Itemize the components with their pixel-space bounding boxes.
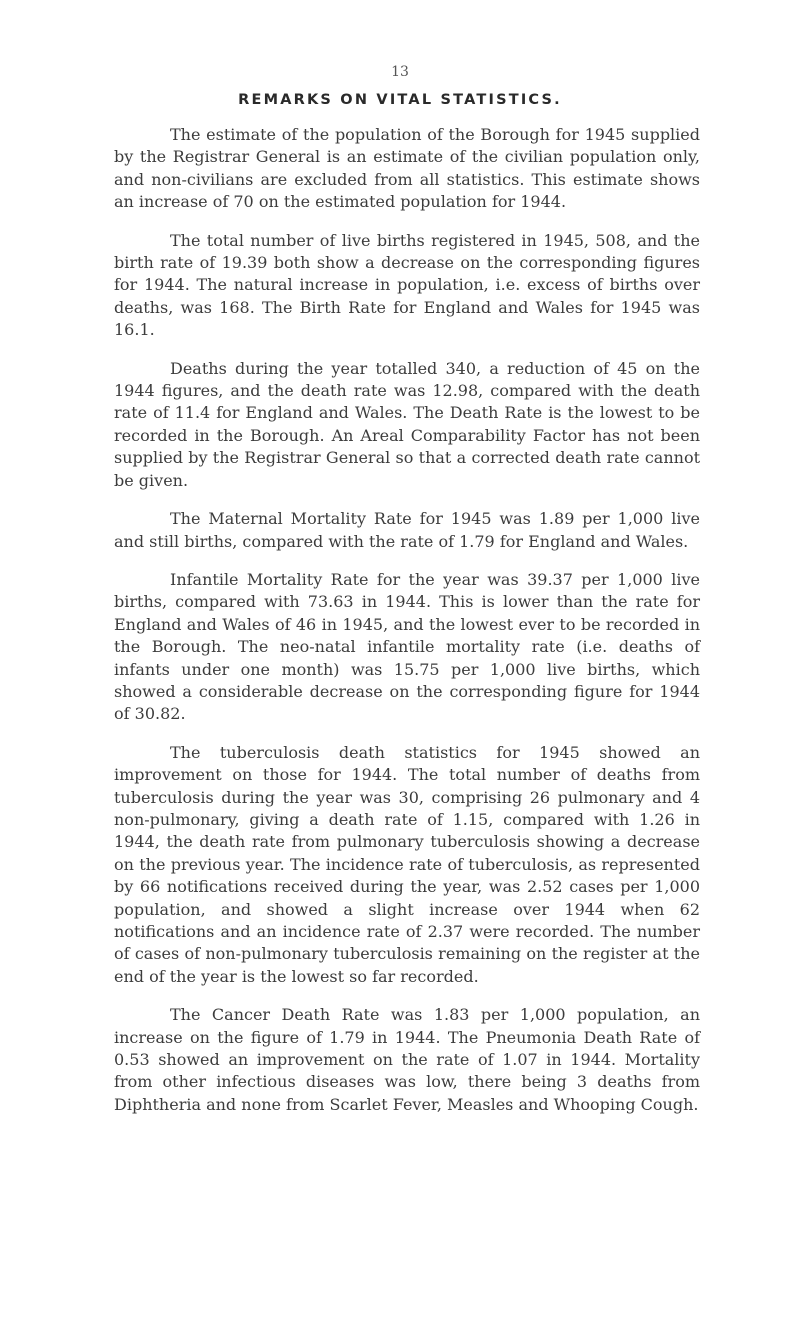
page-heading: REMARKS ON VITAL STATISTICS. <box>238 92 562 108</box>
page-number: 13 <box>391 64 409 80</box>
paragraph-maternal-mortality: The Maternal Mortality Rate for 1945 was 1.89 per 1,000 live and still births, compared with the rate of 1.79 for England and Wales. <box>114 509 700 551</box>
paragraph-cancer-pneumonia: The Cancer Death Rate was 1.83 per 1,000 population, an increase on the figure of 1.79 in 1944. The Pneumonia Death Rate of 0.53 showed an improvement on the rate of 1.07 in 1944. Mortality from other infectious diseases was low, there being 3 deaths from Diphtheria and none from Scarlet Fever, Measles and Whooping Cough. <box>114 1005 700 1114</box>
paragraph-population-estimate: The estimate of the population of the Borough for 1945 supplied by the Registrar General is an estimate of the civilian population only, and non-civilians are excluded from all statistics. This estimate shows an increase of 70 on the estimated population for 1944. <box>114 125 700 212</box>
paragraph-tuberculosis: The tuberculosis death statistics for 1945 showed an improvement on those for 1944. The total number of deaths from tuberculosis during the year was 30, comprising 26 pulmonary and 4 non-pulmonary, giving a death rate of 1.15, compared with 1.26 in 1944, the death rate from pulmonary tuberculosis showing a decrease on the previous year. The incidence rate of tuberculosis, as represented by 66 notifications received during the year, was 2.52 cases per 1,000 population, and showed a slight increase over 1944 when 62 notifications and an incidence rate of 2.37 were recorded. The number of cases of non-pulmonary tuberculosis remaining on the register at the end of the year is the lowest so far recorded. <box>114 742 700 986</box>
paragraph-infantile-mortality: Infantile Mortality Rate for the year was 39.37 per 1,000 live births, compared with 73.63 in 1944. This is lower than the rate for England and Wales of 46 in 1945, and the lowest ever to be recorded in the Borough. The neo-natal infantile mortality rate (i.e. deaths of infants under one month) was 15.75 per 1,000 live births, which showed a considerable decrease on the corresponding figure for 1944 of 30.82. <box>114 569 700 724</box>
paragraph-live-births: The total number of live births registered in 1945, 508, and the birth rate of 19.39 both show a decrease on the corresponding figures for 1944. The natural increase in population, i.e. excess of births over deaths, was 168. The Birth Rate for England and Wales for 1945 was 16.1. <box>114 230 700 340</box>
body-text <box>114 124 700 1132</box>
paragraph-deaths: Deaths during the year totalled 340, a reduction of 45 on the 1944 figures, and the death rate was 12.98, compared with the death rate of 11.4 for England and Wales. The Death Rate is the lowest to be recorded in the Borough. An Areal Comparability Factor has not been supplied by the Registrar General so that a corrected death rate cannot be given. <box>114 358 700 490</box>
